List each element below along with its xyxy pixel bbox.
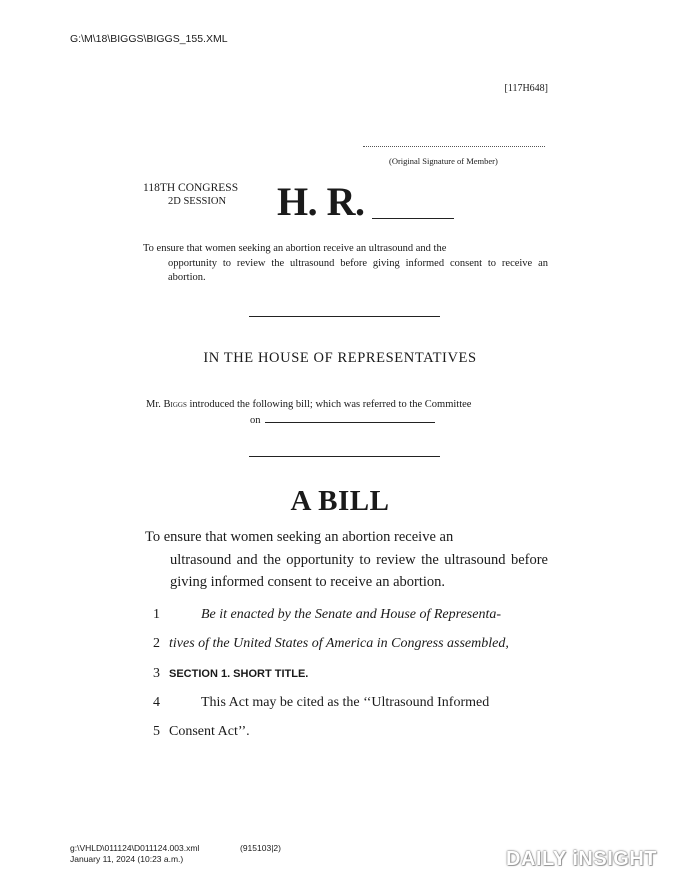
signature-label: (Original Signature of Member) (389, 156, 498, 166)
introduction-statement (146, 398, 548, 428)
line-number: 5 (153, 724, 160, 739)
bill-number-blank (372, 218, 454, 219)
divider-rule (249, 316, 440, 317)
long-title-rest: ultrasound and the opportunity to review the ultrasound before giving informed consent to receive an abortion. (170, 551, 548, 590)
watermark-logo: DAILY iNSIGHT (506, 848, 657, 870)
footer-file-info (70, 843, 199, 865)
footer-path: g:\VHLD\011124\D011124.003.xml (70, 843, 200, 853)
house-heading: IN THE HOUSE OF REPRESENTATIVES (203, 350, 477, 366)
intro-on: on (250, 414, 261, 426)
short-title-text-line2: Consent Act’’. (169, 724, 250, 739)
committee-blank (265, 413, 435, 423)
signature-line (363, 146, 545, 147)
bill-code: [117H648] (504, 83, 548, 94)
file-path: G:\M\18\BIGGS\BIGGS_155.XML (70, 33, 228, 45)
line-number: 2 (153, 636, 160, 651)
enacting-clause-line2: tives of the United States of America in Congress assembled, (169, 636, 509, 651)
long-title-first: To ensure that women seeking an abortion receive an (145, 529, 454, 545)
bill-type: H. R. (277, 179, 365, 224)
short-title-text-line1: This Act may be cited as the ‘‘Ultrasound Informed (201, 695, 490, 710)
footer-code: (915103|2) (240, 843, 281, 853)
short-title-rest: opportunity to review the ultrasound before giving informed consent to receive an abortion. (168, 257, 548, 284)
enacting-clause-line1: Be it enacted by the Senate and House of Representa- (201, 607, 501, 622)
footer-date: January 11, 2024 (10:23 a.m.) (70, 854, 184, 864)
congress-session (143, 181, 238, 209)
short-title-line1: To ensure that women seeking an abortion receive an ultrasound and the (143, 243, 447, 254)
line-number: 3 (153, 666, 160, 681)
line-number: 1 (153, 607, 160, 622)
divider-rule (249, 456, 440, 457)
session-label: 2D SESSION (168, 196, 227, 207)
intro-text: introduced the following bill; which was referred to the Committee (189, 399, 472, 410)
intro-mr: Mr. (146, 399, 161, 410)
short-title-summary (143, 242, 548, 286)
congress-label: 118TH CONGRESS (143, 182, 239, 194)
line-number: 4 (153, 695, 160, 710)
sponsor-name: Biggs (163, 399, 187, 410)
long-title (145, 526, 548, 594)
a-bill-heading: A BILL (290, 485, 390, 517)
section-heading: SECTION 1. SHORT TITLE. (169, 668, 309, 680)
